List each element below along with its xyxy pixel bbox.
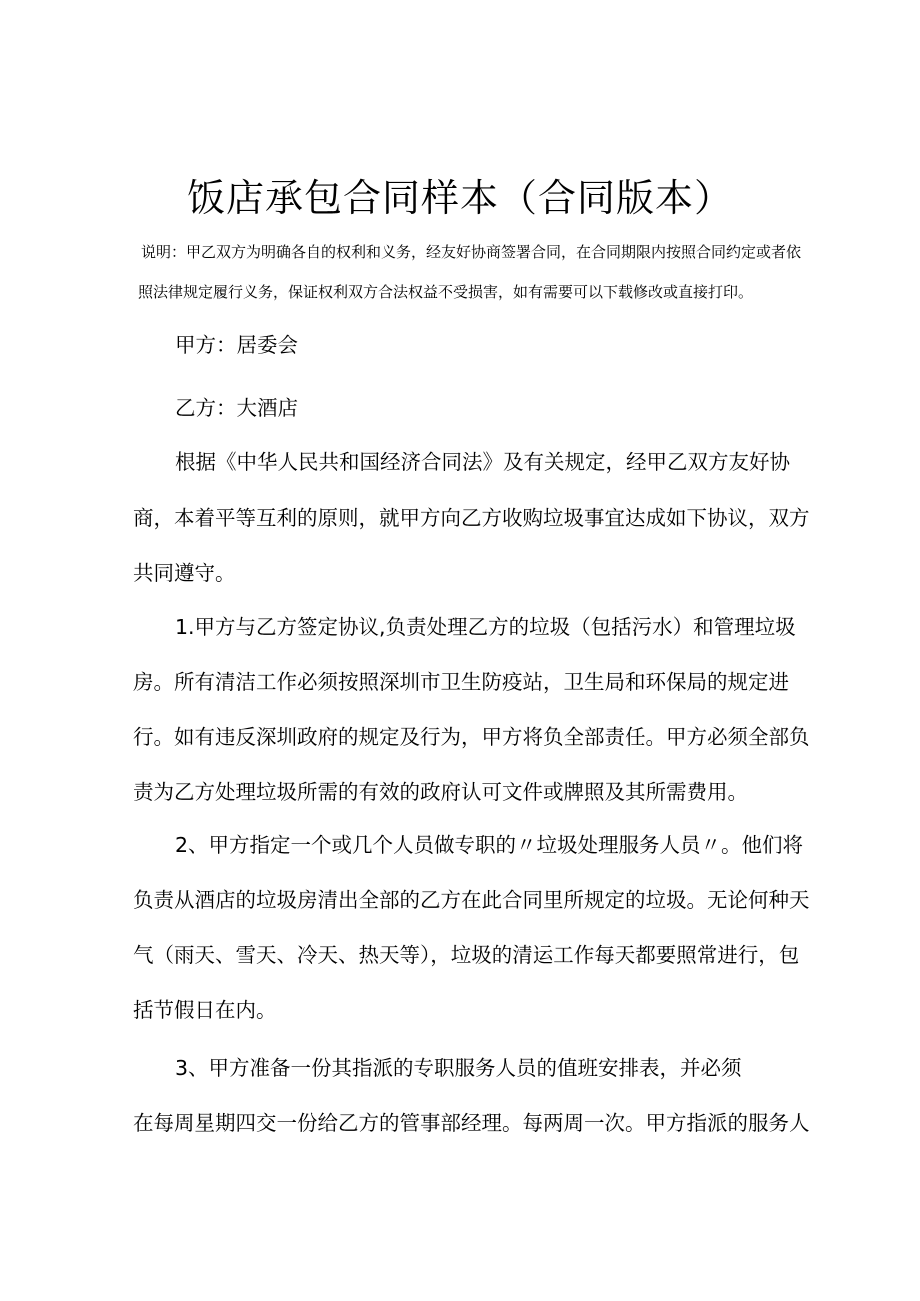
- clause-2-line-1: 2、甲方指定一个或几个人员做专职的〃垃圾处理服务人员〃。他们将: [175, 833, 804, 857]
- clause-1-line-2: 房。所有清洁工作必须按照深圳市卫生防疫站，卫生局和环保局的规定进: [133, 670, 789, 694]
- clause-2-line-4: 括节假日在内。: [133, 998, 277, 1022]
- party-a: 甲方：居委会: [175, 333, 298, 357]
- clause-3-line-1: 3、甲方准备一份其指派的专职服务人员的值班安排表，并必须: [175, 1056, 742, 1080]
- clause-2-line-3: 气（雨天、雪天、冷天、热天等），垃圾的清运工作每天都要照常进行，包: [133, 943, 800, 967]
- party-b: 乙方：大酒店: [175, 396, 298, 420]
- preamble-line-1: 根据《中华人民共和国经济合同法》及有关规定，经甲乙双方友好协: [175, 450, 790, 474]
- preamble-line-3: 共同遵守。: [133, 561, 236, 585]
- clause-2-line-2: 负责从酒店的垃圾房清出全部的乙方在此合同里所规定的垃圾。无论何种天: [133, 888, 810, 912]
- clause-3-line-2: 在每周星期四交一份给乙方的管事部经理。每两周一次。甲方指派的服务人: [133, 1111, 810, 1135]
- document-title: 饭店承包合同样本（合同版本）: [186, 176, 733, 220]
- note-line-2: 照法律规定履行义务，保证权利双方合法权益不受损害，如有需要可以下载修改或直接打印。: [138, 283, 754, 301]
- clause-1-line-3: 行。如有违反深圳政府的规定及行为，甲方将负全部责任。甲方必须全部负: [133, 725, 810, 749]
- clause-1-line-1: 1.甲方与乙方签定协议,负责处理乙方的垃圾（包括污水）和管理垃圾: [175, 615, 796, 639]
- clause-1-line-4: 责为乙方处理垃圾所需的有效的政府认可文件或牌照及其所需费用。: [133, 780, 748, 804]
- preamble-line-2: 商，本着平等互利的原则，就甲方向乙方收购垃圾事宜达成如下协议，双方: [133, 506, 810, 530]
- note-line-1: 说明：甲乙双方为明确各自的权利和义务，经友好协商签署合同，在合同期限内按照合同约定或者依: [141, 243, 802, 261]
